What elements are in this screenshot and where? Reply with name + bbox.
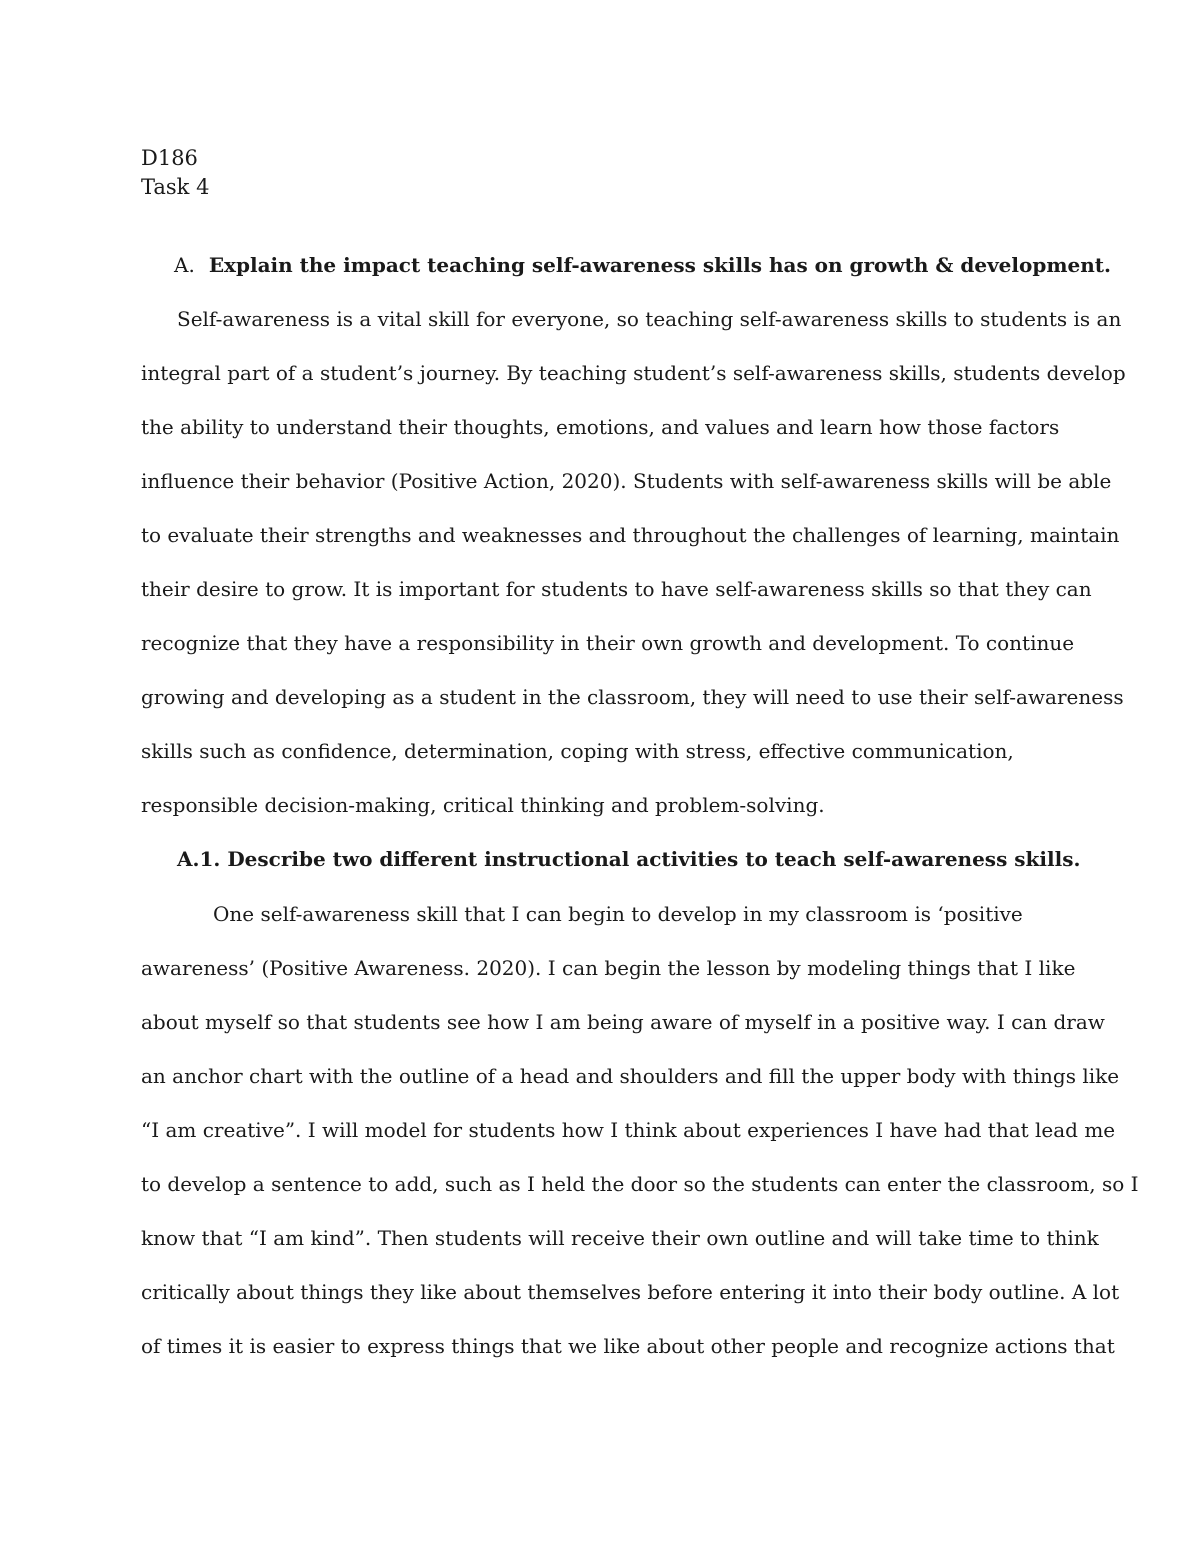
- paragraph-line: an anchor chart with the outline of a head and shoulders and fill the upper body with things like: [141, 1064, 1120, 1088]
- paragraph-line: of times it is easier to express things that we like about other people and recognize actions that: [141, 1334, 1115, 1358]
- paragraph-line: their desire to grow. It is important for students to have self-awareness skills so that they can: [141, 577, 1092, 601]
- paragraph-line: the ability to understand their thoughts, emotions, and values and learn how those factors: [141, 415, 1060, 439]
- section-a-heading-text: Explain the impact teaching self-awareness skills has on growth & development.: [208, 253, 1111, 277]
- paragraph-line: responsible decision-making, critical thinking and problem-solving.: [141, 793, 825, 817]
- paragraph-line: know that “I am kind”. Then students will receive their own outline and will take time to think: [141, 1226, 1099, 1250]
- paragraph-line: “I am creative”. I will model for students how I think about experiences I have had that lead me: [141, 1118, 1116, 1142]
- paragraph-line: skills such as confidence, determination, coping with stress, effective communication,: [141, 739, 1014, 763]
- course-code: D186: [141, 146, 198, 170]
- document-header: [141, 144, 209, 202]
- task-label: Task 4: [141, 175, 210, 199]
- section-a-letter: A.: [174, 253, 195, 277]
- paragraph-line: about myself so that students see how I am being aware of myself in a positive way. I can draw: [141, 1010, 1105, 1034]
- paragraph-line: to develop a sentence to add, such as I held the door so the students can enter the classroom, so I: [141, 1172, 1139, 1196]
- paragraph-line: recognize that they have a responsibility in their own growth and development. To continue: [141, 631, 1075, 655]
- paragraph-line: One self-awareness skill that I can begin to develop in my classroom is ‘positive: [213, 902, 1023, 926]
- paragraph-line: integral part of a student’s journey. By teaching student’s self-awareness skills, students develop: [141, 361, 1126, 385]
- section-a-heading: [174, 251, 1111, 279]
- section-a1-heading: A.1. Describe two different instructional activities to teach self-awareness skills.: [177, 847, 1081, 871]
- paragraph-line: critically about things they like about themselves before entering it into their body outline. A lot: [141, 1280, 1120, 1304]
- paragraph-line: growing and developing as a student in the classroom, they will need to use their self-awareness: [141, 685, 1124, 709]
- paragraph-line: Self-awareness is a vital skill for everyone, so teaching self-awareness skills to students is an: [177, 307, 1122, 331]
- paragraph-line: influence their behavior (Positive Action, 2020). Students with self-awareness skills will be able: [141, 469, 1112, 493]
- paragraph-line: to evaluate their strengths and weaknesses and throughout the challenges of learning, maintain: [141, 523, 1120, 547]
- paragraph-line: awareness’ (Positive Awareness. 2020). I can begin the lesson by modeling things that I like: [141, 956, 1076, 980]
